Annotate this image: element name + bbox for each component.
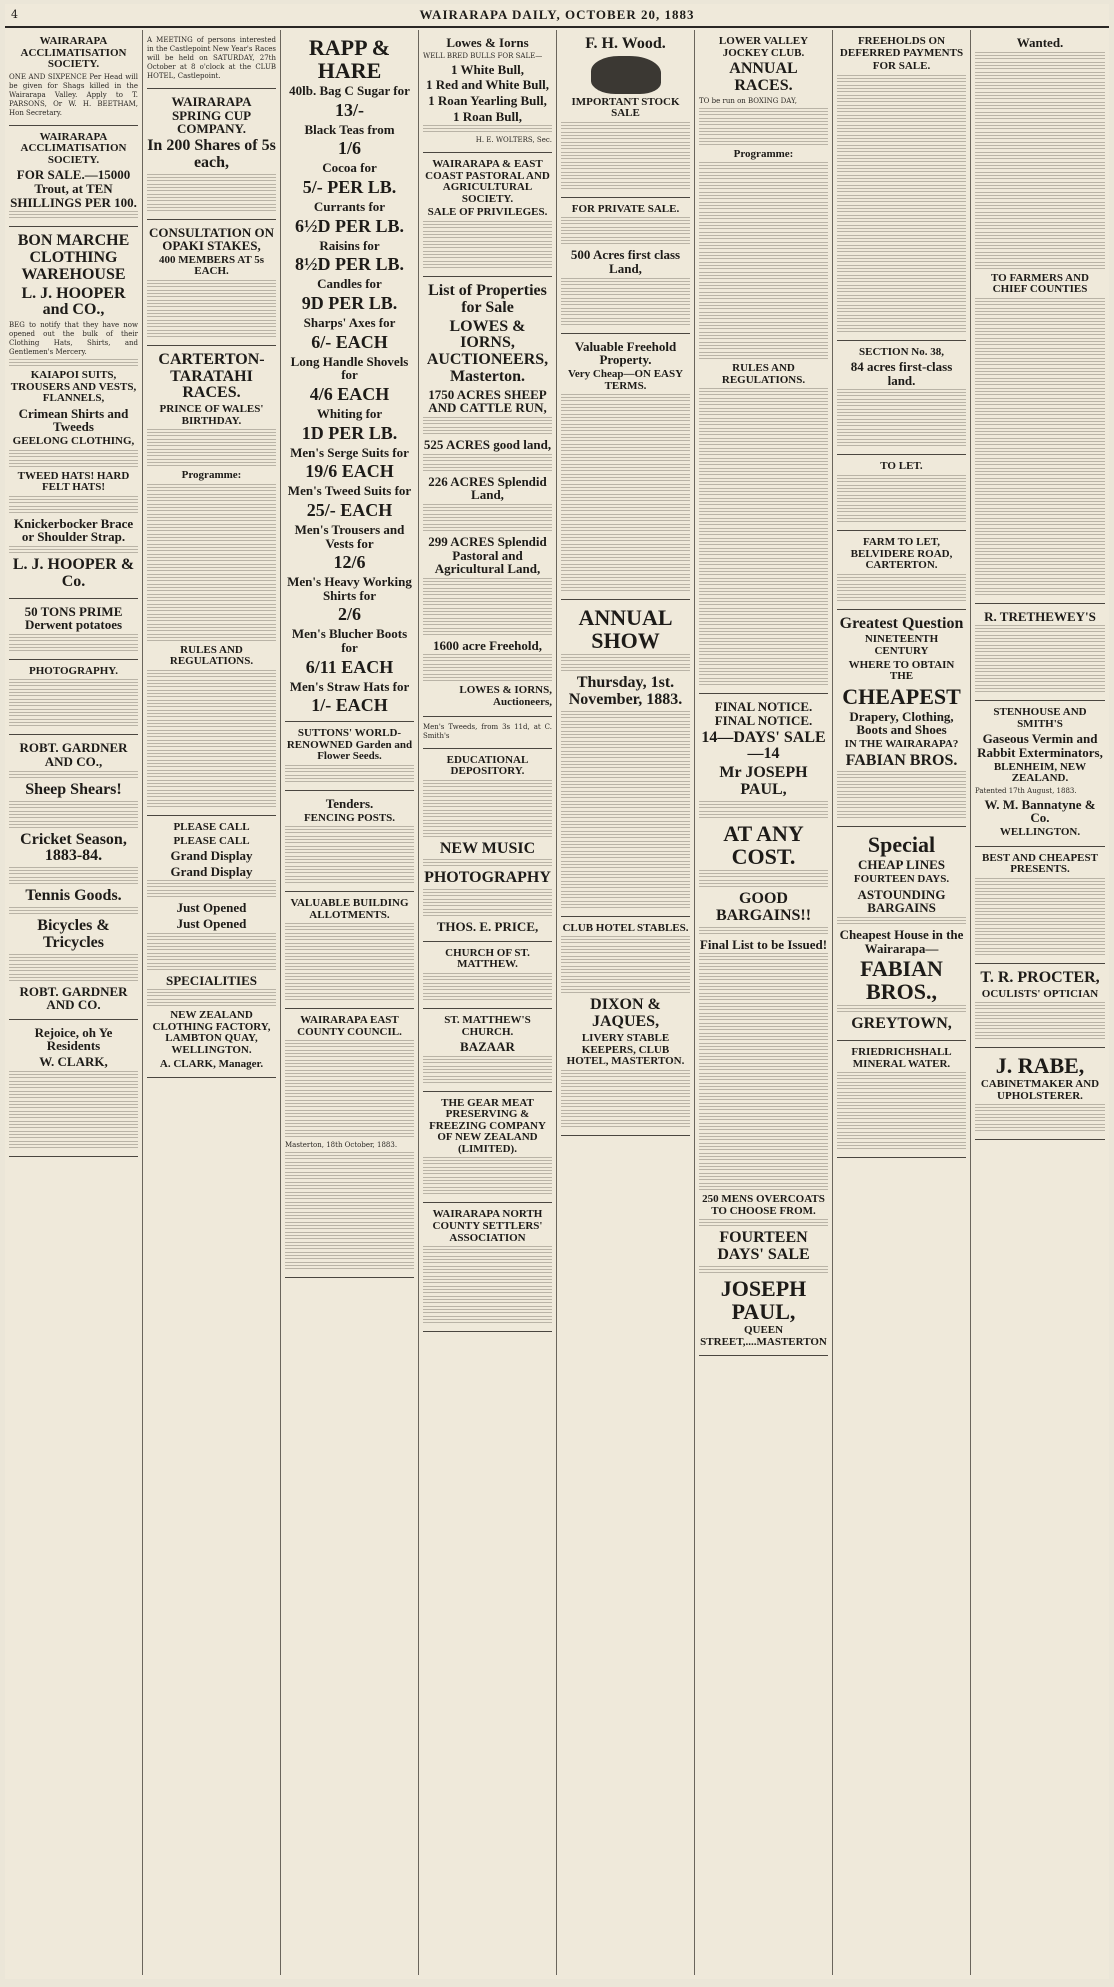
ad-text: Men's Tweeds, from 3s 11d, at C. Smith's (423, 722, 552, 740)
newspaper-title: WAIRARAPA DAILY, OCTOBER 20, 1883 (419, 7, 695, 22)
ad-item: Candles for (317, 276, 382, 292)
ad-heading: ROBT. GARDNER AND CO., (19, 740, 128, 770)
ad-heading: T. R. PROCTER, (980, 968, 1100, 986)
ad-heading: Mr JOSEPH PAUL, (719, 764, 808, 798)
ad-item: 40lb. Bag C Sugar for (289, 83, 410, 99)
ad-heading: STENHOUSE AND SMITH'S (993, 706, 1087, 730)
ad-stenhouse (975, 701, 1105, 846)
ad-lowes-iorns-bulls (423, 30, 552, 153)
ad-church-bazaar (423, 1009, 552, 1092)
ad-subheading: FOR SALE. (872, 60, 931, 73)
ad-heading: CHEAP LINES (857, 857, 946, 873)
ad-subheading: Knickerbocker Brace or Shoulder Strap. (13, 515, 134, 545)
ad-item: Men's Straw Hats for (289, 678, 410, 694)
ad-item: Currants for (313, 199, 386, 215)
ad-subheading: 400 MEMBERS AT 5s EACH. (158, 253, 265, 278)
ad-subheading: GEELONG CLOTHING, (12, 435, 135, 448)
ad-heading: LOWER VALLEY JOCKEY CLUB. (718, 35, 809, 59)
ad-heading: CHURCH OF ST. MATTHEW. (445, 946, 530, 971)
ad-heading: W. M. Bannatyne & Co. (984, 796, 1096, 826)
ad-price: 1/- EACH (311, 695, 388, 716)
ad-subheading: NINETEENTH CENTURY (864, 633, 939, 657)
ad-heading: FREEHOLDS ON DEFERRED PAYMENTS (839, 35, 964, 59)
ad-heading: Cricket Season, 1883-84. (20, 830, 127, 865)
ad-text: Masterton, 18th October, 1883. (285, 1141, 398, 1150)
ad-item: Men's Tweed Suits for (287, 483, 412, 499)
ad-heading: SECTION No. 38, (859, 345, 944, 358)
ad-price: 1/6 (337, 138, 361, 159)
ad-heading: EDUCATIONAL DEPOSITORY. (446, 753, 529, 778)
ad-heading: DIXON & JAQUES, (590, 996, 661, 1031)
ad-heading: Lowes & Iorns (446, 35, 529, 50)
ad-item: Black Teas from (304, 121, 395, 137)
ad-item: Whiting for (316, 405, 383, 421)
ad-subheading: 250 MENS OVERCOATS TO CHOOSE FROM. (702, 1193, 825, 1217)
ad-heading: JOSEPH PAUL, (720, 1275, 807, 1324)
ad-item: 226 ACRES Splendid Land, (428, 473, 547, 503)
ad-bon-marche (9, 227, 138, 598)
column-1 (5, 30, 143, 1975)
ad-price: 12/6 (333, 552, 366, 573)
ad-subheading: IN THE WAIRARAPA? (844, 738, 959, 751)
ad-heading: Rejoice, oh Ye Residents (34, 1024, 113, 1054)
ad-castlepoint (147, 30, 276, 89)
ad-club-hotel (561, 917, 690, 1136)
ad-section-38 (837, 341, 966, 456)
ad-price: 1D PER LB. (301, 422, 398, 443)
ad-best-presents (975, 847, 1105, 964)
column-8 (971, 30, 1109, 1975)
ad-item: Men's Serge Suits for (290, 444, 409, 460)
ad-heading: FARM TO LET, BELVIDERE ROAD, CARTERTON. (850, 536, 953, 572)
column-4 (419, 30, 557, 1975)
ad-subheading: RULES AND REGULATIONS. (169, 643, 254, 668)
ad-subheading: SALE OF PRIVILEGES. (427, 206, 548, 219)
ad-to-let (837, 455, 966, 531)
ad-tenders (285, 791, 414, 892)
column-2 (143, 30, 281, 1975)
ad-subheading: TO FARMERS AND CHIEF COUNTIES (991, 271, 1089, 296)
ad-price: 19/6 EACH (305, 461, 394, 482)
ad-depository (423, 749, 552, 942)
ad-heading: CLUB HOTEL STABLES. (562, 921, 689, 934)
ad-clark (9, 1020, 138, 1157)
ad-fabian-greatest (837, 610, 966, 828)
ad-heading: PLEASE CALL (173, 821, 250, 834)
ad-item: 1 Red and White Bull, (426, 77, 549, 93)
ad-heading: Cheapest House in the Wairarapa— (839, 926, 964, 956)
ad-heading: BON MARCHE CLOTHING WAREHOUSE (17, 232, 130, 283)
ad-heading: PLEASE CALL (173, 834, 250, 847)
ad-heading: WAIRARAPA EAST COUNTY COUNCIL. (297, 1014, 402, 1038)
ad-price: 8½D PER LB. (294, 254, 404, 275)
ad-text: WELL BRED BULLS FOR SALE— (423, 51, 543, 60)
ad-subheading: CABINETMAKER AND UPHOLSTERER. (980, 1078, 1100, 1102)
ad-text: H. E. WOLTERS, Sec. (475, 136, 552, 145)
ad-subheading: LIVERY STABLE KEEPERS, CLUB HOTEL, MASTERTON. (566, 1032, 685, 1068)
ad-subheading: TWEED HATS! HARD FELT HATS! (17, 469, 130, 494)
ad-heading: GOOD BARGAINS!! (715, 889, 812, 924)
ad-item: Long Handle Shovels for (290, 353, 409, 383)
ad-properties (423, 277, 552, 717)
ad-spring-cup (147, 89, 276, 220)
column-5 (557, 30, 695, 1975)
ad-pastoral-society (423, 153, 552, 277)
ad-subheading: BLENHEIM, NEW ZEALAND. (993, 760, 1087, 785)
ad-annual-show (561, 600, 690, 917)
ad-subheading: Crimean Shirts and Tweeds (18, 405, 129, 435)
ad-heading: FABIAN BROS., (860, 956, 943, 1005)
ad-trout (9, 126, 138, 228)
ad-text: ONE AND SIXPENCE Per Head will be given for Shags killed in the Wairarapa Valley. Apply to T. PARSONS, Or W. H. BEETHAM, Hon Secretary. (9, 72, 138, 117)
ad-jockey-club (699, 30, 828, 694)
ad-heading: L. J. HOOPER & Co. (12, 556, 135, 590)
ad-item: Cocoa for (322, 160, 377, 176)
ad-heading: J. RABE, (995, 1053, 1085, 1079)
ad-freeholds (837, 30, 966, 341)
page-number: 4 (11, 8, 18, 21)
ad-heading: Bicycles & Tricycles (37, 916, 110, 951)
ad-heading: FINAL NOTICE. FINAL NOTICE. (714, 699, 813, 728)
ad-subheading: Programme: (181, 469, 242, 482)
ad-heading: W. CLARK, (39, 1054, 108, 1070)
ad-item: 500 Acres first class Land, (570, 247, 681, 277)
newspaper-page (5, 4, 1109, 1979)
ad-robt-gardner (9, 735, 138, 1019)
ad-farm (837, 531, 966, 610)
ad-mineral-water (837, 1041, 966, 1158)
ad-heading: CONSULTATION ON OPAKI STAKES, (148, 224, 275, 254)
ad-settlers (423, 1203, 552, 1332)
ad-heading: ANNUAL RACES. (729, 60, 798, 94)
ad-church (423, 942, 552, 1009)
ad-heading: ASTOUNDING BARGAINS (857, 886, 946, 916)
ad-subheading: Very Cheap—ON EASY TERMS. (567, 368, 684, 392)
ad-item: 1 Roan Bull, (453, 108, 522, 124)
ad-heading: Just Opened (176, 916, 247, 932)
ad-trethewey (975, 604, 1105, 702)
ad-potatoes (9, 599, 138, 660)
ad-heading: WAIRARAPA & EAST COAST PASTORAL AND AGRICULTURAL SOCIETY. (425, 158, 550, 205)
ad-rapp-hare (285, 30, 414, 722)
ad-text: A MEETING of persons interested in the Castlepoint New Year's Races will be held on SATURDAY, 27th October at 8 o'clock at the CLUB HOTEL, Castlepoint. (147, 36, 276, 80)
ad-heading: CARTERTON-TARATAHI RACES. (158, 350, 265, 402)
ad-clothing-factory (147, 816, 276, 1078)
ad-heading: R. TRETHEWEY'S (984, 608, 1096, 624)
column-3 (281, 30, 419, 1975)
ad-procter (975, 964, 1105, 1048)
ad-heading: PHOTOGRAPHY (424, 869, 551, 887)
ad-heading: Special (867, 832, 936, 858)
ad-subheading: RULES AND REGULATIONS. (721, 362, 806, 386)
ad-heading: LOWES & IORNS, AUCTIONEERS, Masterton. (426, 317, 549, 385)
ad-heading: GREYTOWN, (851, 1015, 952, 1033)
ad-allotments (285, 892, 414, 1009)
ad-item: 1600 acre Freehold, (433, 637, 542, 653)
ad-heading: L. J. HOOPER and CO., (21, 284, 126, 319)
ad-heading: Grand Display (170, 848, 253, 864)
column-6 (695, 30, 833, 1975)
ad-subheading: FOR SALE.—15000 Trout, at TEN SHILLINGS PER 100. (10, 167, 137, 210)
ad-item: Men's Trousers and Vests for (294, 521, 405, 551)
ad-heading: FOURTEEN DAYS' SALE (717, 1229, 810, 1264)
ad-heading: BEST AND CHEAPEST PRESENTS. (982, 851, 1098, 876)
ad-price: 13/- (335, 99, 364, 120)
ad-heading: Just Opened (176, 900, 247, 916)
ad-price: 4/6 EACH (309, 383, 390, 404)
ad-text: TO be run on BOXING DAY, (699, 96, 797, 105)
ad-heading: Drapery, Clothing, Boots and Shoes (849, 708, 954, 738)
ad-heading: NEW MUSIC (439, 839, 536, 857)
masthead (5, 4, 1109, 28)
ad-acclimatisation (9, 30, 138, 126)
ad-item: 299 ACRES Splendid Pastoral and Agricultural Land, (428, 533, 547, 577)
ad-heading: SPECIALITIES (165, 972, 258, 988)
ad-heading: ST. MATTHEW'S CHURCH. (444, 1014, 531, 1038)
ad-heading: VALUABLE BUILDING ALLOTMENTS. (290, 897, 409, 921)
ad-heading: F. H. Wood. (585, 35, 666, 52)
ad-heading: ANNUAL SHOW (578, 605, 673, 654)
ad-text: Patented 17th August, 1883. (975, 786, 1077, 795)
ad-heading: Gaseous Vermin and Rabbit Exterminators, (977, 731, 1103, 761)
ad-item: 1 White Bull, (450, 61, 525, 77)
ad-item: 1 Roan Yearling Bull, (428, 92, 547, 108)
ad-heading: Tennis Goods. (25, 887, 122, 905)
ad-heading: List of Properties for Sale (428, 281, 547, 316)
ad-heading: CHEAPEST (842, 683, 961, 709)
ad-item: Men's Blucher Boots for (291, 626, 408, 656)
ad-subheading: WELLINGTON. (999, 826, 1081, 839)
ad-heading: 50 TONS PRIME Derwent potatoes (24, 603, 123, 633)
ad-consultation (147, 220, 276, 346)
ad-price: 2/6 (337, 604, 361, 625)
ad-county-council (285, 1009, 414, 1278)
ad-heading: FOR PRIVATE SALE. (571, 202, 680, 215)
ad-price: 6/11 EACH (305, 656, 394, 677)
ad-item: Men's Heavy Working Shirts for (287, 574, 412, 603)
ad-subheading: WHERE TO OBTAIN THE (848, 658, 955, 683)
ad-price: 25/- EACH (306, 499, 393, 520)
ad-heading: Tenders. (325, 796, 374, 811)
ad-private-sale (561, 198, 690, 334)
ad-subheading: KAIAPOI SUITS, TROUSERS AND VESTS, FLANNELS, (10, 369, 137, 405)
ad-subheading: A. CLARK, Manager. (159, 1057, 264, 1070)
ad-heading: Sheep Shears! (25, 780, 122, 798)
ad-heading: RAPP & HARE (308, 35, 391, 84)
ad-subheading: QUEEN STREET,....MASTERTON (700, 1324, 827, 1348)
ad-rabe (975, 1048, 1105, 1140)
ad-price: 6/- EACH (311, 331, 388, 352)
ad-heading: Wanted. (1016, 35, 1064, 50)
ad-subheading: LOWES & IORNS, Auctioneers, (459, 684, 552, 709)
ad-heading: BAZAAR (460, 1039, 515, 1055)
ad-suttons (285, 722, 414, 791)
ad-heading: THOS. E. PRICE, (436, 919, 539, 935)
ad-heading: Final List to be Issued! (699, 936, 828, 952)
ad-item: Raisins for (319, 237, 380, 253)
ad-subheading: FOURTEEN DAYS. (853, 873, 950, 886)
ad-heading: In 200 Shares of 5s each, (147, 136, 276, 171)
ad-heading: PHOTOGRAPHY. (29, 664, 118, 677)
cattle-illustration (591, 56, 661, 94)
ad-freehold (561, 334, 690, 600)
ad-heading: SUTTONS' WORLD-RENOWNED Garden and Flower Seeds. (286, 727, 413, 763)
ad-price: 6½D PER LB. (294, 215, 404, 236)
ad-heading: IMPORTANT STOCK SALE (571, 95, 680, 120)
ad-subheading: Programme: (733, 147, 794, 160)
ad-heading: 14—DAYS' SALE—14 (701, 728, 826, 763)
ad-heading: Valuable Freehold Property. (574, 338, 677, 368)
ad-heading: WAIRARAPA ACCLIMATISATION SOCIETY. (20, 35, 127, 71)
ad-joseph-paul (699, 694, 828, 1356)
ad-subheading: PRINCE OF WALES' BIRTHDAY. (159, 403, 264, 427)
ad-heading: WAIRARAPA SPRING CUP COMPANY. (171, 94, 252, 137)
ad-heading: WAIRARAPA ACCLIMATISATION SOCIETY. (20, 130, 127, 166)
ad-item: Sharps' Axes for (303, 315, 396, 331)
ad-photography (9, 660, 138, 736)
ad-heading: WAIRARAPA NORTH COUNTY SETTLERS' ASSOCIATION (432, 1208, 543, 1244)
ad-heading: AT ANY COST. (723, 820, 804, 869)
ad-heading: Grand Display (170, 863, 253, 879)
ad-meat-company (423, 1092, 552, 1204)
ad-wood-stock-sale (561, 30, 690, 198)
ad-fabian-special (837, 827, 966, 1041)
column-7 (833, 30, 971, 1975)
ad-carterton-races (147, 346, 276, 816)
ad-subheading: OCULISTS' OPTICIAN (981, 987, 1099, 1000)
ad-wanted (975, 30, 1105, 604)
ad-heading: THE GEAR MEAT PRESERVING & FREEZING COMPANY OF NEW ZEALAND (LIMITED). (429, 1096, 546, 1155)
ad-heading: FABIAN BROS. (845, 751, 958, 769)
ad-text: BEG to notify that they have now opened out the bulk of their Clothing Hats, Shirts, and Gentlemen's Mercery. (9, 321, 138, 357)
ad-heading: 84 acres first-class land. (850, 359, 953, 388)
ad-heading: Thursday, 1st. November, 1883. (568, 674, 683, 709)
ad-smith-tweeds (423, 717, 552, 749)
ad-price: 9D PER LB. (301, 293, 398, 314)
ad-subheading: FENCING POSTS. (303, 811, 396, 824)
ad-heading: Greatest Question (839, 614, 964, 632)
ad-item: 525 ACRES good land, (423, 437, 552, 452)
ad-heading: ROBT. GARDNER AND CO. (19, 983, 128, 1013)
ad-price: 5/- PER LB. (302, 177, 397, 198)
ad-item: 1750 ACRES SHEEP AND CATTLE RUN, (428, 386, 547, 416)
ad-subheading: NEW ZEALAND CLOTHING FACTORY, LAMBTON QUAY, WELLINGTON. (152, 1009, 271, 1056)
ad-heading: FRIEDRICHSHALL MINERAL WATER. (851, 1046, 952, 1070)
ad-heading: TO LET. (880, 460, 923, 473)
